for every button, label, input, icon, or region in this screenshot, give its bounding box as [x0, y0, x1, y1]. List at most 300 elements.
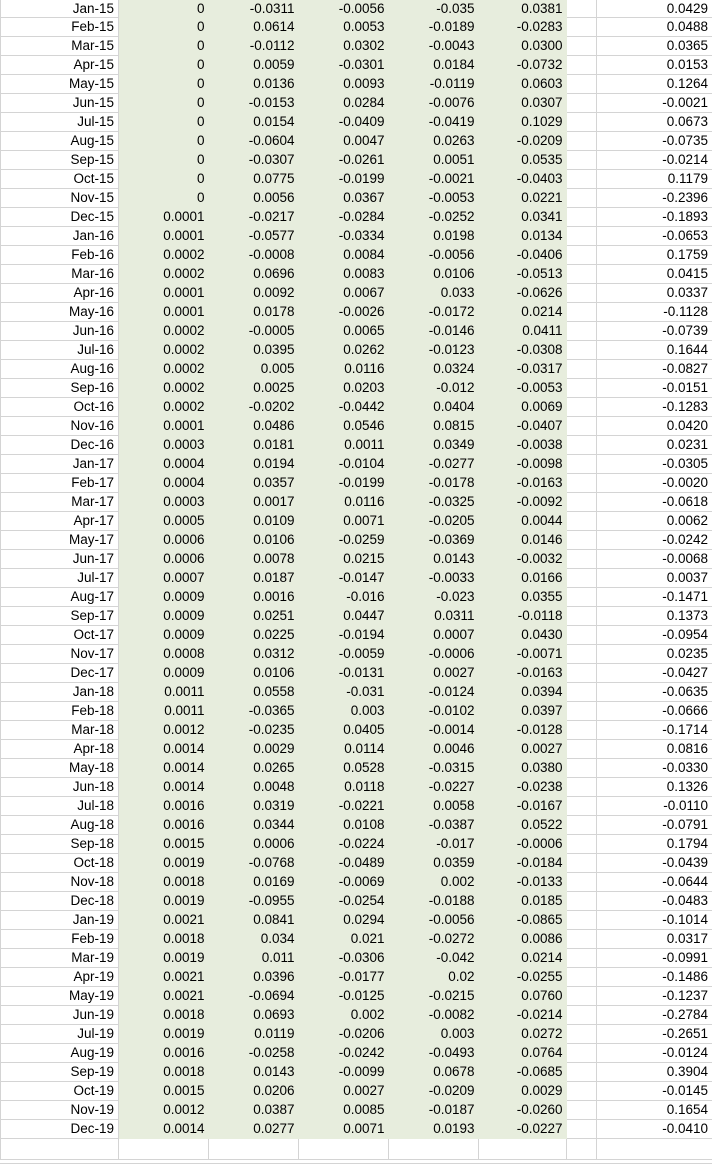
blank-cell[interactable] [567, 550, 597, 569]
col-c-cell[interactable]: 0.0059 [209, 56, 299, 75]
col-h-cell[interactable]: 0.0317 [597, 930, 712, 949]
col-f-cell[interactable]: -0.0098 [479, 455, 567, 474]
col-e-cell[interactable]: -0.0033 [389, 569, 479, 588]
blank-cell[interactable] [567, 208, 597, 227]
col-h-cell[interactable]: -0.0439 [597, 854, 712, 873]
col-c-cell[interactable]: -0.0235 [209, 721, 299, 740]
col-b-cell[interactable]: 0.0002 [119, 379, 209, 398]
col-c-cell[interactable]: -0.0217 [209, 208, 299, 227]
col-c-cell[interactable]: 0.0486 [209, 417, 299, 436]
col-b-cell[interactable]: 0.0001 [119, 284, 209, 303]
col-c-cell[interactable]: 0.0387 [209, 1101, 299, 1120]
col-d-cell[interactable]: -0.0306 [299, 949, 389, 968]
col-c-cell[interactable]: -0.0005 [209, 322, 299, 341]
col-e-cell[interactable]: -0.0178 [389, 474, 479, 493]
date-cell[interactable]: Jan-16 [1, 227, 119, 246]
col-f-cell[interactable]: 0.0300 [479, 37, 567, 56]
col-d-cell[interactable]: -0.0221 [299, 797, 389, 816]
col-b-cell[interactable]: 0.0009 [119, 607, 209, 626]
col-c-cell[interactable]: 0.0319 [209, 797, 299, 816]
col-h-cell[interactable]: -0.0735 [597, 132, 712, 151]
col-c-cell[interactable]: -0.0311 [209, 0, 299, 18]
blank-cell[interactable] [567, 0, 597, 18]
col-c-cell[interactable]: 0.0265 [209, 759, 299, 778]
col-e-cell[interactable]: -0.0082 [389, 1006, 479, 1025]
col-e-cell[interactable]: -0.0123 [389, 341, 479, 360]
col-h-cell[interactable]: 0.1644 [597, 341, 712, 360]
col-c-cell[interactable]: 0.0225 [209, 626, 299, 645]
col-e-cell[interactable]: -0.017 [389, 835, 479, 854]
col-e-cell[interactable]: 0.0815 [389, 417, 479, 436]
col-b-cell[interactable]: 0.0012 [119, 721, 209, 740]
col-c-cell[interactable]: -0.0307 [209, 151, 299, 170]
date-cell[interactable]: Mar-18 [1, 721, 119, 740]
blank-cell[interactable] [567, 455, 597, 474]
col-e-cell[interactable]: 0.0143 [389, 550, 479, 569]
col-f-cell[interactable]: -0.0032 [479, 550, 567, 569]
col-c-cell[interactable]: 0.011 [209, 949, 299, 968]
blank-cell[interactable] [567, 227, 597, 246]
col-d-cell[interactable]: 0.0447 [299, 607, 389, 626]
col-c-cell[interactable]: 0.0017 [209, 493, 299, 512]
col-e-cell[interactable]: 0.003 [389, 1025, 479, 1044]
col-b-cell[interactable]: 0.0019 [119, 1025, 209, 1044]
col-h-cell[interactable]: -0.0068 [597, 550, 712, 569]
col-f-cell[interactable]: 0.0221 [479, 189, 567, 208]
blank-cell[interactable] [567, 75, 597, 94]
col-d-cell[interactable]: 0.0011 [299, 436, 389, 455]
col-h-cell[interactable]: -0.0666 [597, 702, 712, 721]
col-b-cell[interactable]: 0.0021 [119, 911, 209, 930]
col-e-cell[interactable]: 0.0404 [389, 398, 479, 417]
date-cell[interactable]: May-17 [1, 531, 119, 550]
col-c-cell[interactable]: 0.0006 [209, 835, 299, 854]
col-e-cell[interactable]: -0.0277 [389, 455, 479, 474]
col-f-cell[interactable]: -0.0513 [479, 265, 567, 284]
col-h-cell[interactable]: -0.1237 [597, 987, 712, 1006]
col-e-cell[interactable]: -0.0209 [389, 1082, 479, 1101]
col-c-cell[interactable]: 0.0206 [209, 1082, 299, 1101]
col-d-cell[interactable]: -0.0104 [299, 455, 389, 474]
col-d-cell[interactable]: 0.002 [299, 1006, 389, 1025]
col-b-cell[interactable]: 0.0021 [119, 987, 209, 1006]
blank-cell[interactable] [567, 360, 597, 379]
blank-cell[interactable] [567, 588, 597, 607]
col-d-cell[interactable]: -0.0177 [299, 968, 389, 987]
date-cell[interactable]: Oct-18 [1, 854, 119, 873]
col-b-cell[interactable]: 0 [119, 189, 209, 208]
col-c-cell[interactable]: 0.0693 [209, 1006, 299, 1025]
col-e-cell[interactable]: 0.0193 [389, 1120, 479, 1139]
date-cell[interactable]: Oct-15 [1, 170, 119, 189]
col-e-cell[interactable]: -0.012 [389, 379, 479, 398]
col-f-cell[interactable]: 0.0272 [479, 1025, 567, 1044]
col-b-cell[interactable]: 0.0018 [119, 873, 209, 892]
date-cell[interactable]: Aug-18 [1, 816, 119, 835]
col-h-cell[interactable]: -0.0483 [597, 892, 712, 911]
date-cell[interactable]: Jun-17 [1, 550, 119, 569]
col-h-cell[interactable]: -0.1128 [597, 303, 712, 322]
col-h-cell[interactable]: -0.1714 [597, 721, 712, 740]
col-b-cell[interactable]: 0.0014 [119, 740, 209, 759]
col-f-cell[interactable]: 0.1029 [479, 113, 567, 132]
col-e-cell[interactable]: 0.0058 [389, 797, 479, 816]
blank-cell[interactable] [567, 512, 597, 531]
blank-cell[interactable] [567, 341, 597, 360]
date-cell[interactable]: Apr-15 [1, 56, 119, 75]
col-c-cell[interactable]: 0.0056 [209, 189, 299, 208]
blank-cell[interactable] [567, 930, 597, 949]
col-c-cell[interactable]: 0.0841 [209, 911, 299, 930]
col-c-cell[interactable]: 0.0154 [209, 113, 299, 132]
col-e-cell[interactable]: 0.0007 [389, 626, 479, 645]
date-cell[interactable]: Feb-16 [1, 246, 119, 265]
col-h-cell[interactable]: -0.0991 [597, 949, 712, 968]
col-d-cell[interactable]: -0.0194 [299, 626, 389, 645]
col-e-cell[interactable]: 0.0198 [389, 227, 479, 246]
blank-cell[interactable] [567, 1082, 597, 1101]
col-f-cell[interactable]: 0.0069 [479, 398, 567, 417]
col-f-cell[interactable]: 0.0086 [479, 930, 567, 949]
col-e-cell[interactable]: -0.0006 [389, 645, 479, 664]
blank-cell[interactable] [567, 569, 597, 588]
col-e-cell[interactable]: -0.023 [389, 588, 479, 607]
col-f-cell[interactable]: 0.0185 [479, 892, 567, 911]
date-cell[interactable]: Aug-15 [1, 132, 119, 151]
col-f-cell[interactable]: -0.0865 [479, 911, 567, 930]
col-b-cell[interactable]: 0.0016 [119, 1044, 209, 1063]
col-h-cell[interactable]: -0.0214 [597, 151, 712, 170]
blank-cell[interactable] [567, 1006, 597, 1025]
col-h-cell[interactable]: -0.0954 [597, 626, 712, 645]
blank-cell[interactable] [567, 987, 597, 1006]
col-b-cell[interactable]: 0.0004 [119, 455, 209, 474]
col-h-cell[interactable]: 0.1373 [597, 607, 712, 626]
col-d-cell[interactable]: -0.0224 [299, 835, 389, 854]
col-e-cell[interactable]: -0.0419 [389, 113, 479, 132]
col-e-cell[interactable]: -0.0227 [389, 778, 479, 797]
col-e-cell[interactable]: -0.0076 [389, 94, 479, 113]
col-h-cell[interactable]: 0.0037 [597, 569, 712, 588]
date-cell[interactable]: Nov-15 [1, 189, 119, 208]
empty-cell[interactable] [567, 1139, 597, 1160]
col-e-cell[interactable]: -0.0021 [389, 170, 479, 189]
col-f-cell[interactable]: -0.0071 [479, 645, 567, 664]
col-c-cell[interactable]: -0.0153 [209, 94, 299, 113]
col-h-cell[interactable]: -0.0151 [597, 379, 712, 398]
col-d-cell[interactable]: 0.003 [299, 702, 389, 721]
blank-cell[interactable] [567, 474, 597, 493]
blank-cell[interactable] [567, 151, 597, 170]
col-c-cell[interactable]: -0.0955 [209, 892, 299, 911]
date-cell[interactable]: Dec-18 [1, 892, 119, 911]
col-h-cell[interactable]: -0.0020 [597, 474, 712, 493]
col-c-cell[interactable]: -0.0694 [209, 987, 299, 1006]
col-b-cell[interactable]: 0.0019 [119, 892, 209, 911]
date-cell[interactable]: Dec-15 [1, 208, 119, 227]
date-cell[interactable]: Apr-16 [1, 284, 119, 303]
col-b-cell[interactable]: 0.0014 [119, 778, 209, 797]
blank-cell[interactable] [567, 1063, 597, 1082]
blank-cell[interactable] [567, 417, 597, 436]
blank-cell[interactable] [567, 265, 597, 284]
col-c-cell[interactable]: 0.0194 [209, 455, 299, 474]
col-b-cell[interactable]: 0.0021 [119, 968, 209, 987]
col-c-cell[interactable]: 0.0775 [209, 170, 299, 189]
col-h-cell[interactable]: -0.1283 [597, 398, 712, 417]
date-cell[interactable]: Jun-15 [1, 94, 119, 113]
col-f-cell[interactable]: -0.0317 [479, 360, 567, 379]
col-h-cell[interactable]: -0.0644 [597, 873, 712, 892]
col-f-cell[interactable]: 0.0027 [479, 740, 567, 759]
col-f-cell[interactable]: 0.0134 [479, 227, 567, 246]
col-c-cell[interactable]: -0.0112 [209, 37, 299, 56]
blank-cell[interactable] [567, 284, 597, 303]
col-c-cell[interactable]: 0.0558 [209, 683, 299, 702]
col-b-cell[interactable]: 0.0011 [119, 702, 209, 721]
col-f-cell[interactable]: 0.0394 [479, 683, 567, 702]
date-cell[interactable]: May-18 [1, 759, 119, 778]
col-h-cell[interactable]: -0.0124 [597, 1044, 712, 1063]
date-cell[interactable]: Mar-16 [1, 265, 119, 284]
col-b-cell[interactable]: 0.0016 [119, 816, 209, 835]
col-b-cell[interactable]: 0 [119, 151, 209, 170]
col-b-cell[interactable]: 0.0004 [119, 474, 209, 493]
col-f-cell[interactable]: -0.0184 [479, 854, 567, 873]
col-b-cell[interactable]: 0.0002 [119, 322, 209, 341]
col-e-cell[interactable]: -0.035 [389, 0, 479, 18]
blank-cell[interactable] [567, 816, 597, 835]
col-b-cell[interactable]: 0.0002 [119, 246, 209, 265]
col-c-cell[interactable]: 0.0696 [209, 265, 299, 284]
empty-cell[interactable] [597, 1139, 712, 1160]
col-b-cell[interactable]: 0.0006 [119, 550, 209, 569]
date-cell[interactable]: Jul-18 [1, 797, 119, 816]
col-d-cell[interactable]: 0.0203 [299, 379, 389, 398]
col-f-cell[interactable]: -0.0283 [479, 18, 567, 37]
date-cell[interactable]: Jul-16 [1, 341, 119, 360]
col-f-cell[interactable]: -0.0260 [479, 1101, 567, 1120]
col-c-cell[interactable]: 0.0169 [209, 873, 299, 892]
col-b-cell[interactable]: 0 [119, 18, 209, 37]
col-d-cell[interactable]: 0.0114 [299, 740, 389, 759]
col-e-cell[interactable]: -0.0325 [389, 493, 479, 512]
date-cell[interactable]: Nov-19 [1, 1101, 119, 1120]
blank-cell[interactable] [567, 189, 597, 208]
col-b-cell[interactable]: 0.0019 [119, 854, 209, 873]
blank-cell[interactable] [567, 322, 597, 341]
col-e-cell[interactable]: 0.0046 [389, 740, 479, 759]
date-cell[interactable]: Oct-19 [1, 1082, 119, 1101]
col-b-cell[interactable]: 0.0019 [119, 949, 209, 968]
col-c-cell[interactable]: 0.0078 [209, 550, 299, 569]
col-f-cell[interactable]: 0.0764 [479, 1044, 567, 1063]
col-c-cell[interactable]: 0.0181 [209, 436, 299, 455]
col-c-cell[interactable]: -0.0577 [209, 227, 299, 246]
col-d-cell[interactable]: -0.0301 [299, 56, 389, 75]
date-cell[interactable]: May-16 [1, 303, 119, 322]
col-b-cell[interactable]: 0 [119, 94, 209, 113]
col-e-cell[interactable]: -0.042 [389, 949, 479, 968]
empty-cell[interactable] [119, 1139, 209, 1160]
date-cell[interactable]: Jan-17 [1, 455, 119, 474]
col-c-cell[interactable]: 0.0344 [209, 816, 299, 835]
col-f-cell[interactable]: -0.0092 [479, 493, 567, 512]
col-h-cell[interactable]: 0.0153 [597, 56, 712, 75]
col-d-cell[interactable]: 0.0294 [299, 911, 389, 930]
col-f-cell[interactable]: -0.0407 [479, 417, 567, 436]
date-cell[interactable]: May-19 [1, 987, 119, 1006]
date-cell[interactable]: Dec-17 [1, 664, 119, 683]
date-cell[interactable]: Sep-16 [1, 379, 119, 398]
date-cell[interactable]: Sep-19 [1, 1063, 119, 1082]
col-f-cell[interactable]: 0.0146 [479, 531, 567, 550]
blank-cell[interactable] [567, 968, 597, 987]
date-cell[interactable]: Dec-19 [1, 1120, 119, 1139]
col-e-cell[interactable]: 0.0311 [389, 607, 479, 626]
col-b-cell[interactable]: 0 [119, 75, 209, 94]
col-f-cell[interactable]: 0.0380 [479, 759, 567, 778]
blank-cell[interactable] [567, 1101, 597, 1120]
col-h-cell[interactable]: -0.1471 [597, 588, 712, 607]
date-cell[interactable]: Jun-16 [1, 322, 119, 341]
col-f-cell[interactable]: 0.0307 [479, 94, 567, 113]
col-f-cell[interactable]: 0.0355 [479, 588, 567, 607]
col-b-cell[interactable]: 0 [119, 0, 209, 18]
col-f-cell[interactable]: -0.0006 [479, 835, 567, 854]
col-d-cell[interactable]: -0.0261 [299, 151, 389, 170]
col-f-cell[interactable]: 0.0535 [479, 151, 567, 170]
date-cell[interactable]: Nov-17 [1, 645, 119, 664]
col-h-cell[interactable]: -0.0739 [597, 322, 712, 341]
col-d-cell[interactable]: 0.0093 [299, 75, 389, 94]
col-f-cell[interactable]: -0.0732 [479, 56, 567, 75]
blank-cell[interactable] [567, 873, 597, 892]
empty-cell[interactable] [299, 1139, 389, 1160]
col-e-cell[interactable]: -0.0315 [389, 759, 479, 778]
col-f-cell[interactable]: -0.0255 [479, 968, 567, 987]
col-d-cell[interactable]: -0.0206 [299, 1025, 389, 1044]
blank-cell[interactable] [567, 398, 597, 417]
col-c-cell[interactable]: 0.0312 [209, 645, 299, 664]
col-d-cell[interactable]: 0.0215 [299, 550, 389, 569]
empty-cell[interactable] [1, 1139, 119, 1160]
date-cell[interactable]: Mar-19 [1, 949, 119, 968]
col-c-cell[interactable]: -0.0008 [209, 246, 299, 265]
col-c-cell[interactable]: 0.0119 [209, 1025, 299, 1044]
col-d-cell[interactable]: 0.0071 [299, 1120, 389, 1139]
col-d-cell[interactable]: -0.031 [299, 683, 389, 702]
col-e-cell[interactable]: -0.0146 [389, 322, 479, 341]
blank-cell[interactable] [567, 379, 597, 398]
col-d-cell[interactable]: -0.0284 [299, 208, 389, 227]
col-c-cell[interactable]: 0.0251 [209, 607, 299, 626]
col-d-cell[interactable]: 0.0284 [299, 94, 389, 113]
col-e-cell[interactable]: 0.0051 [389, 151, 479, 170]
col-b-cell[interactable]: 0.0016 [119, 797, 209, 816]
empty-cell[interactable] [479, 1139, 567, 1160]
col-f-cell[interactable]: -0.0308 [479, 341, 567, 360]
col-d-cell[interactable]: -0.0059 [299, 645, 389, 664]
col-e-cell[interactable]: -0.0189 [389, 18, 479, 37]
col-d-cell[interactable]: -0.0147 [299, 569, 389, 588]
col-c-cell[interactable]: 0.0395 [209, 341, 299, 360]
col-f-cell[interactable]: 0.0166 [479, 569, 567, 588]
col-h-cell[interactable]: 0.1654 [597, 1101, 712, 1120]
blank-cell[interactable] [567, 113, 597, 132]
blank-cell[interactable] [567, 170, 597, 189]
col-b-cell[interactable]: 0.0002 [119, 341, 209, 360]
col-f-cell[interactable]: -0.0167 [479, 797, 567, 816]
col-f-cell[interactable]: 0.0044 [479, 512, 567, 531]
col-f-cell[interactable]: -0.0163 [479, 664, 567, 683]
col-d-cell[interactable]: 0.0367 [299, 189, 389, 208]
empty-cell[interactable] [389, 1139, 479, 1160]
col-f-cell[interactable]: -0.0163 [479, 474, 567, 493]
col-b-cell[interactable]: 0 [119, 37, 209, 56]
blank-cell[interactable] [567, 1120, 597, 1139]
blank-cell[interactable] [567, 607, 597, 626]
blank-cell[interactable] [567, 854, 597, 873]
date-cell[interactable]: Aug-16 [1, 360, 119, 379]
col-h-cell[interactable]: 0.0420 [597, 417, 712, 436]
blank-cell[interactable] [567, 56, 597, 75]
col-e-cell[interactable]: -0.0369 [389, 531, 479, 550]
date-cell[interactable]: Sep-18 [1, 835, 119, 854]
date-cell[interactable]: Jun-18 [1, 778, 119, 797]
col-h-cell[interactable]: 0.1794 [597, 835, 712, 854]
date-cell[interactable]: Aug-19 [1, 1044, 119, 1063]
col-b-cell[interactable]: 0.0015 [119, 1082, 209, 1101]
col-d-cell[interactable]: -0.0334 [299, 227, 389, 246]
col-b-cell[interactable]: 0.0003 [119, 493, 209, 512]
date-cell[interactable]: Nov-18 [1, 873, 119, 892]
col-d-cell[interactable]: 0.0027 [299, 1082, 389, 1101]
col-d-cell[interactable]: 0.0405 [299, 721, 389, 740]
col-d-cell[interactable]: 0.0085 [299, 1101, 389, 1120]
col-e-cell[interactable]: -0.0172 [389, 303, 479, 322]
col-b-cell[interactable]: 0.0002 [119, 265, 209, 284]
col-b-cell[interactable]: 0.0018 [119, 930, 209, 949]
col-d-cell[interactable]: 0.0083 [299, 265, 389, 284]
col-b-cell[interactable]: 0 [119, 56, 209, 75]
col-f-cell[interactable]: 0.0603 [479, 75, 567, 94]
date-cell[interactable]: Apr-18 [1, 740, 119, 759]
col-c-cell[interactable]: 0.0277 [209, 1120, 299, 1139]
col-b-cell[interactable]: 0.0007 [119, 569, 209, 588]
col-d-cell[interactable]: -0.0131 [299, 664, 389, 683]
date-cell[interactable]: Feb-18 [1, 702, 119, 721]
col-d-cell[interactable]: 0.0053 [299, 18, 389, 37]
col-e-cell[interactable]: -0.0119 [389, 75, 479, 94]
col-d-cell[interactable]: 0.0528 [299, 759, 389, 778]
blank-cell[interactable] [567, 949, 597, 968]
col-d-cell[interactable]: -0.0056 [299, 0, 389, 18]
col-c-cell[interactable]: 0.0396 [209, 968, 299, 987]
col-d-cell[interactable]: 0.0071 [299, 512, 389, 531]
col-e-cell[interactable]: 0.02 [389, 968, 479, 987]
col-c-cell[interactable]: -0.0258 [209, 1044, 299, 1063]
date-cell[interactable]: Mar-17 [1, 493, 119, 512]
col-e-cell[interactable]: 0.0184 [389, 56, 479, 75]
col-c-cell[interactable]: 0.0106 [209, 531, 299, 550]
col-e-cell[interactable]: -0.0387 [389, 816, 479, 835]
date-cell[interactable]: Nov-16 [1, 417, 119, 436]
col-f-cell[interactable]: -0.0403 [479, 170, 567, 189]
col-e-cell[interactable]: -0.0272 [389, 930, 479, 949]
col-c-cell[interactable]: 0.0106 [209, 664, 299, 683]
col-d-cell[interactable]: 0.0108 [299, 816, 389, 835]
